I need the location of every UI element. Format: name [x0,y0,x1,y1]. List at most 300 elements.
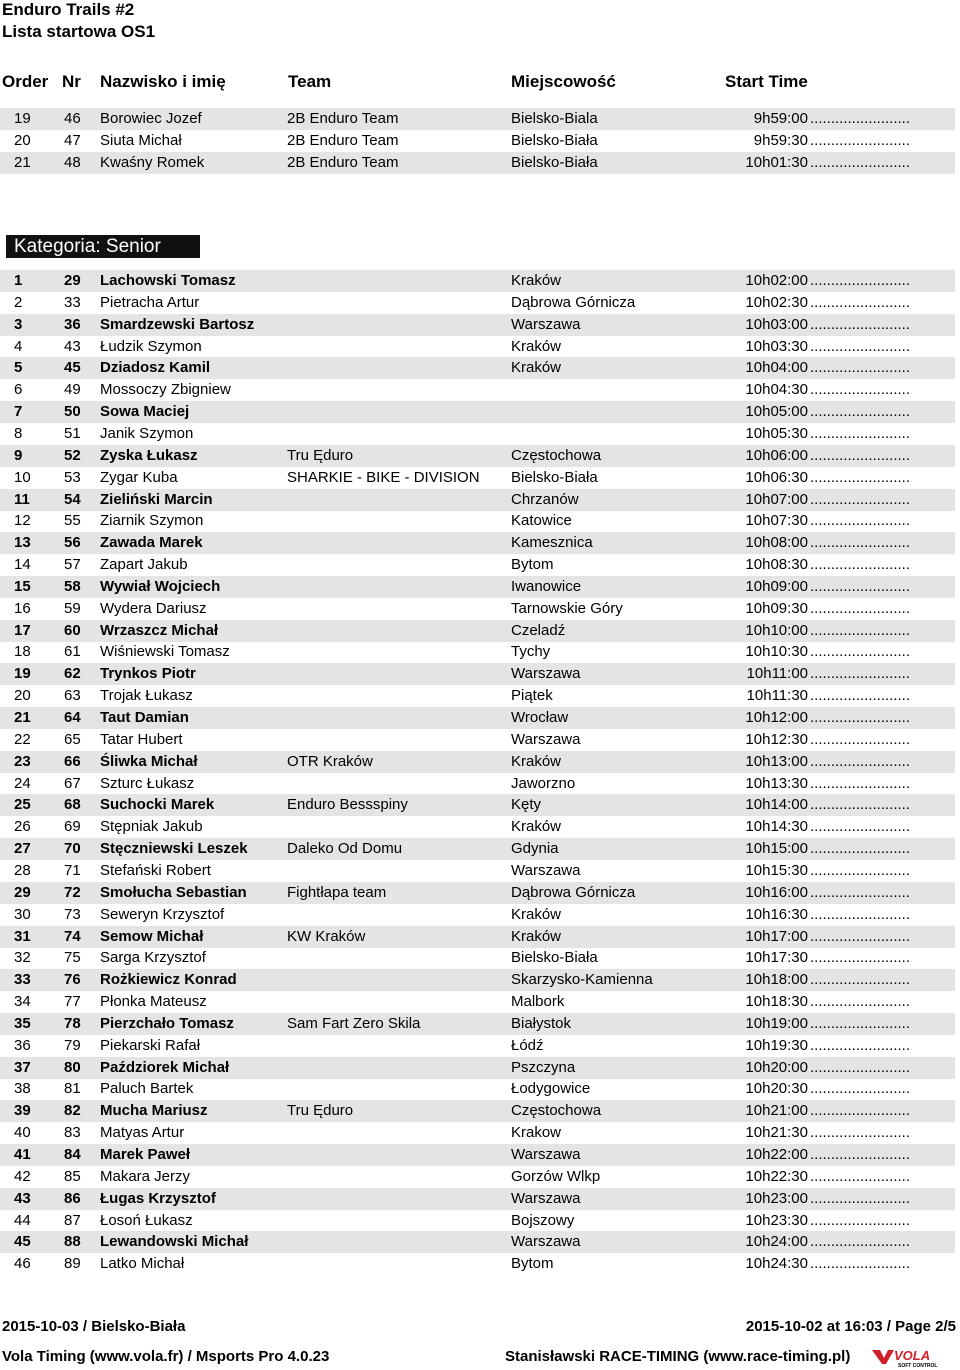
dotted-leader: ........................ [810,556,911,574]
order-cell: 21 [14,709,31,726]
city-cell: Malbork [511,993,565,1011]
start-time-cell: 10h08:00 [745,534,808,552]
dotted-leader: ........................ [810,818,911,836]
city-cell: Bielsko-Biała [511,468,598,486]
team-cell: KW Kraków [287,927,366,945]
start-time-cell: 10h14:30 [745,818,808,836]
dotted-leader: ........................ [810,110,911,127]
nr-cell: 50 [64,403,81,421]
dotted-leader: ........................ [810,730,911,748]
order-cell: 24 [14,774,31,792]
table-row [0,357,955,379]
table-row [0,598,955,620]
name-cell: Janik Szymon [100,424,194,442]
start-time-cell: 10h16:30 [745,905,808,923]
order-cell: 40 [14,1124,31,1142]
name-cell: Paluch Bartek [100,1080,194,1098]
dotted-leader: ........................ [810,381,911,399]
name-cell: Wiśniewski Tomasz [100,643,230,661]
order-cell: 2 [14,293,23,311]
name-cell: Sarga Krzysztof [100,949,206,967]
nr-cell: 79 [64,1036,81,1054]
nr-cell: 70 [64,840,81,858]
dotted-leader: ........................ [810,752,911,770]
table-row [0,1253,955,1275]
dotted-leader: ........................ [810,971,911,989]
table-row [0,947,955,969]
nr-cell: 64 [64,709,81,726]
table-row [0,489,955,511]
nr-cell: 33 [64,293,81,311]
footer-print-page: 2015-10-02 at 16:03 / Page 2/5 [745,1318,956,1335]
table-row [0,1210,955,1232]
name-cell: Lewandowski Michał [100,1233,249,1251]
name-cell: Seweryn Krzysztof [100,905,225,923]
nr-cell: 74 [64,927,81,945]
table-row [0,904,955,926]
table-row [0,751,955,773]
name-cell: Łudzik Szymon [100,337,202,355]
start-time-cell: 10h03:30 [745,337,808,355]
city-cell: Kęty [511,796,542,814]
header-order: Order [2,72,49,91]
table-row [0,510,955,532]
city-cell: Pszczyna [511,1058,576,1076]
nr-cell: 54 [64,490,81,508]
city-cell: Warszawa [511,1146,581,1163]
order-cell: 11 [14,490,30,508]
dotted-leader: ........................ [810,796,911,814]
order-cell: 31 [14,927,31,945]
start-time-cell: 10h15:30 [745,861,808,879]
nr-cell: 43 [64,337,81,355]
name-cell: Trynkos Piotr [100,665,196,683]
start-time-cell: 10h10:00 [745,621,808,639]
order-cell: 3 [14,315,23,333]
order-cell: 25 [14,796,31,814]
footer-date-location: 2015-10-03 / Bielsko-Biała [2,1318,186,1335]
dotted-leader: ........................ [810,1014,911,1032]
name-cell: Sowa Maciej [100,403,190,421]
name-cell: Stefański Robert [100,861,211,879]
dotted-leader: ........................ [810,490,911,508]
city-cell: Jaworzno [511,774,576,792]
order-cell: 9 [14,446,23,464]
dotted-leader: ........................ [810,293,911,311]
name-cell: Latko Michał [100,1255,185,1273]
nr-cell: 56 [64,534,81,552]
dotted-leader: ........................ [810,153,911,171]
city-cell: Chrzanów [511,490,579,508]
dotted-leader: ........................ [810,1146,911,1163]
dotted-leader: ........................ [810,621,911,639]
dotted-leader: ........................ [810,131,911,149]
table-row [0,816,955,838]
dotted-leader: ........................ [810,993,911,1011]
table-row [0,314,955,336]
nr-cell: 80 [64,1058,81,1076]
nr-cell: 47 [64,131,81,149]
dotted-leader: ........................ [810,1080,911,1098]
nr-cell: 75 [64,949,81,967]
dotted-leader: ........................ [810,1058,911,1076]
city-cell: Białystok [511,1014,572,1032]
header-nr: Nr [62,72,81,91]
nr-cell: 57 [64,556,81,574]
start-time-cell: 10h12:00 [745,709,808,726]
nr-cell: 48 [64,153,81,171]
city-cell: Skarzysko-Kamienna [511,971,653,989]
city-cell: Bielsko-Biała [511,153,598,171]
city-cell: Gdynia [511,840,559,858]
name-cell: Trojak Łukasz [100,687,193,705]
name-cell: Płonka Mateusz [100,993,207,1011]
nr-cell: 83 [64,1124,81,1142]
order-cell: 7 [14,403,23,421]
start-time-cell: 10h15:00 [745,840,808,858]
team-cell: Daleko Od Domu [287,840,403,858]
table-row [0,1035,955,1057]
nr-cell: 73 [64,905,81,923]
name-cell: Mossoczy Zbigniew [100,381,231,399]
order-cell: 6 [14,381,23,399]
nr-cell: 60 [64,621,81,639]
order-cell: 46 [14,1255,31,1273]
start-time-cell: 10h03:00 [745,315,808,333]
table-row [0,401,955,423]
table-row [0,1144,955,1166]
name-cell: Ługas Krzysztof [100,1189,216,1207]
page-title: Enduro Trails #2 [2,0,135,19]
start-time-cell: 10h01:30 [745,153,808,171]
city-cell: Kraków [511,272,562,289]
order-cell: 12 [14,512,31,530]
table-row [0,663,955,685]
name-cell: Smardzewski Bartosz [100,315,255,333]
table-row [0,794,955,816]
header-start-time: Start Time [725,72,808,91]
order-cell: 29 [14,883,31,901]
table-row [0,467,955,489]
dotted-leader: ........................ [810,1036,911,1054]
nr-cell: 53 [64,468,81,486]
dotted-leader: ........................ [810,643,911,661]
nr-cell: 55 [64,512,81,530]
name-cell: Tatar Hubert [100,730,183,748]
order-cell: 26 [14,818,31,836]
start-time-cell: 10h06:30 [745,468,808,486]
start-time-cell: 10h17:00 [745,927,808,945]
table-row [0,1166,955,1188]
table-row [0,423,955,445]
start-time-cell: 10h08:30 [745,556,808,574]
start-time-cell: 10h19:00 [745,1014,808,1032]
city-cell: Kraków [511,905,562,923]
order-cell: 28 [14,861,31,879]
city-cell: Warszawa [511,315,581,333]
dotted-leader: ........................ [810,840,911,858]
nr-cell: 88 [64,1233,81,1251]
order-cell: 33 [14,971,31,989]
name-cell: Stęczniewski Leszek [100,840,248,858]
order-cell: 38 [14,1080,31,1098]
start-time-cell: 10h23:30 [745,1211,808,1229]
nr-cell: 36 [64,315,81,333]
dotted-leader: ........................ [810,861,911,879]
city-cell: Kraków [511,752,562,770]
start-time-cell: 10h05:30 [745,424,808,442]
table-row [0,969,955,991]
nr-cell: 29 [64,272,81,289]
order-cell: 34 [14,993,31,1011]
city-cell: Częstochowa [511,1102,602,1120]
dotted-leader: ........................ [810,1124,911,1142]
team-cell: 2B Enduro Team [287,110,399,127]
table-row [0,685,955,707]
dotted-leader: ........................ [810,577,911,595]
nr-cell: 82 [64,1102,81,1120]
order-cell: 22 [14,730,31,748]
dotted-leader: ........................ [810,512,911,530]
name-cell: Lachowski Tomasz [100,272,236,289]
dotted-leader: ........................ [810,424,911,442]
table-row [0,1100,955,1122]
nr-cell: 85 [64,1167,81,1185]
vola-logo [870,1346,956,1368]
name-cell: Zygar Kuba [100,468,178,486]
name-cell: Pierzchało Tomasz [100,1014,234,1032]
table-row [0,707,955,729]
name-cell: Suchocki Marek [100,796,215,814]
name-cell: Marek Paweł [100,1146,191,1163]
nr-cell: 52 [64,446,81,464]
name-cell: Makara Jerzy [100,1167,191,1185]
start-time-cell: 10h16:00 [745,883,808,901]
table-row [0,641,955,663]
start-time-cell: 10h21:30 [745,1124,808,1142]
order-cell: 42 [14,1167,31,1185]
city-cell: Tarnowskie Góry [511,599,623,617]
order-cell: 20 [14,687,31,705]
dotted-leader: ........................ [810,1167,911,1185]
nr-cell: 51 [64,424,81,442]
city-cell: Kraków [511,337,562,355]
start-time-cell: 10h23:00 [745,1189,808,1207]
category-label: Kategoria: Senior [6,235,200,258]
city-cell: Warszawa [511,1189,581,1207]
start-time-cell: 10h24:00 [745,1233,808,1251]
table-row [0,1057,955,1079]
table-row [0,108,955,130]
name-cell: Paździorek Michał [100,1058,230,1076]
nr-cell: 49 [64,381,81,399]
start-time-cell: 10h02:30 [745,293,808,311]
footer-software: Vola Timing (www.vola.fr) / Msports Pro 4.0.23 [2,1348,330,1365]
dotted-leader: ........................ [810,1189,911,1207]
order-cell: 43 [14,1189,31,1207]
start-time-cell: 10h14:00 [745,796,808,814]
nr-cell: 62 [64,665,81,683]
start-time-cell: 10h12:30 [745,730,808,748]
name-cell: Matyas Artur [100,1124,185,1142]
name-cell: Zyska Łukasz [100,446,198,464]
city-cell: Kamesznica [511,534,593,552]
name-cell: Zawada Marek [100,534,203,552]
city-cell: Piątek [511,687,553,705]
city-cell: Bielsko-Biala [511,110,598,127]
city-cell: Bielsko-Biała [511,131,598,149]
team-cell: SHARKIE - BIKE - DIVISION [287,468,480,486]
nr-cell: 59 [64,599,81,617]
order-cell: 21 [14,153,31,171]
dotted-leader: ........................ [810,403,911,421]
dotted-leader: ........................ [810,1211,911,1229]
city-cell: Bielsko-Biała [511,949,598,967]
team-cell: Sam Fart Zero Skila [287,1014,421,1032]
dotted-leader: ........................ [810,905,911,923]
order-cell: 15 [14,577,31,595]
table-row [0,882,955,904]
table-row [0,336,955,358]
order-cell: 1 [14,272,23,289]
city-cell: Czeladź [511,621,566,639]
city-cell: Bytom [511,556,554,574]
nr-cell: 84 [64,1146,81,1163]
name-cell: Piekarski Rafał [100,1036,201,1054]
table-row [0,445,955,467]
start-time-cell: 10h22:30 [745,1167,808,1185]
order-cell: 27 [14,840,31,858]
table-row [0,532,955,554]
dotted-leader: ........................ [810,599,911,617]
name-cell: Ziarnik Szymon [100,512,204,530]
table-row [0,1013,955,1035]
name-cell: Szturc Łukasz [100,774,195,792]
team-cell: Enduro Bessspiny [287,796,408,814]
name-cell: Kwaśny Romek [100,153,205,171]
table-row [0,620,955,642]
dotted-leader: ........................ [810,1233,911,1251]
table-row [0,554,955,576]
start-time-cell: 10h06:00 [745,446,808,464]
nr-cell: 58 [64,577,81,595]
table-row [0,1078,955,1100]
table-row [0,576,955,598]
start-time-cell: 10h19:30 [745,1036,808,1054]
table-row [0,130,955,152]
dotted-leader: ........................ [810,272,911,289]
dotted-leader: ........................ [810,534,911,552]
table-row [0,773,955,795]
city-cell: Bytom [511,1255,554,1273]
city-cell: Katowice [511,512,572,530]
city-cell: Kraków [511,359,562,377]
footer-timekeeper: Stanisławski RACE-TIMING (www.race-timing.pl) [505,1348,851,1365]
name-cell: Pietracha Artur [100,293,200,311]
start-time-cell: 10h20:30 [745,1080,808,1098]
order-cell: 18 [14,643,31,661]
name-cell: Siuta Michał [100,131,182,149]
dotted-leader: ........................ [810,774,911,792]
start-time-cell: 10h18:30 [745,993,808,1011]
nr-cell: 61 [64,643,81,661]
nr-cell: 63 [64,687,81,705]
name-cell: Łosoń Łukasz [100,1211,193,1229]
dotted-leader: ........................ [810,1255,911,1273]
order-cell: 20 [14,131,31,149]
city-cell: Tychy [511,643,551,661]
table-row [0,270,955,292]
order-cell: 13 [14,534,31,552]
city-cell: Kraków [511,927,562,945]
start-time-cell: 10h21:00 [745,1102,808,1120]
order-cell: 8 [14,424,23,442]
start-time-cell: 10h05:00 [745,403,808,421]
team-cell: Tru Ęduro [287,1102,354,1120]
order-cell: 39 [14,1102,31,1120]
nr-cell: 65 [64,730,81,748]
team-cell: 2B Enduro Team [287,153,399,171]
start-time-cell: 10h10:30 [745,643,808,661]
table-row [0,1122,955,1144]
dotted-leader: ........................ [810,337,911,355]
nr-cell: 68 [64,796,81,814]
header-name: Nazwisko i imię [100,72,226,91]
start-time-cell: 10h04:30 [745,381,808,399]
dotted-leader: ........................ [810,687,911,705]
order-cell: 5 [14,359,23,377]
city-cell: Dąbrowa Górnicza [511,883,636,901]
svg-text:SOFT CONTROL: SOFT CONTROL [898,1363,938,1368]
name-cell: Stępniak Jakub [100,818,203,836]
order-cell: 36 [14,1036,31,1054]
dotted-leader: ........................ [810,315,911,333]
order-cell: 45 [14,1233,31,1251]
name-cell: Smołucha Sebastian [100,883,247,901]
city-cell: Bojszowy [511,1211,575,1229]
order-cell: 17 [14,621,31,639]
start-time-cell: 10h13:30 [745,774,808,792]
order-cell: 10 [14,468,31,486]
dotted-leader: ........................ [810,709,911,726]
start-time-cell: 10h20:00 [745,1058,808,1076]
dotted-leader: ........................ [810,927,911,945]
city-cell: Krakow [511,1124,562,1142]
nr-cell: 45 [64,359,81,377]
team-cell: OTR Kraków [287,752,373,770]
order-cell: 19 [14,665,31,683]
table-row [0,1188,955,1210]
team-cell: Tru Ęduro [287,446,354,464]
team-cell: Fightłapa team [287,883,387,901]
start-time-cell: 10h09:30 [745,599,808,617]
page-subtitle: Lista startowa OS1 [2,22,156,41]
city-cell: Warszawa [511,730,581,748]
start-time-cell: 10h02:00 [745,272,808,289]
start-time-cell: 10h24:30 [745,1255,808,1273]
order-cell: 35 [14,1014,31,1032]
name-cell: Semow Michał [100,927,204,945]
city-cell: Iwanowice [511,577,582,595]
name-cell: Rożkiewicz Konrad [100,971,237,989]
dotted-leader: ........................ [810,1102,911,1120]
city-cell: Łodygowice [511,1080,591,1098]
start-time-cell: 10h07:30 [745,512,808,530]
table-row [0,1231,955,1253]
name-cell: Wywiał Wojciech [100,577,221,595]
name-cell: Zieliński Marcin [100,490,213,508]
team-cell: 2B Enduro Team [287,131,399,149]
